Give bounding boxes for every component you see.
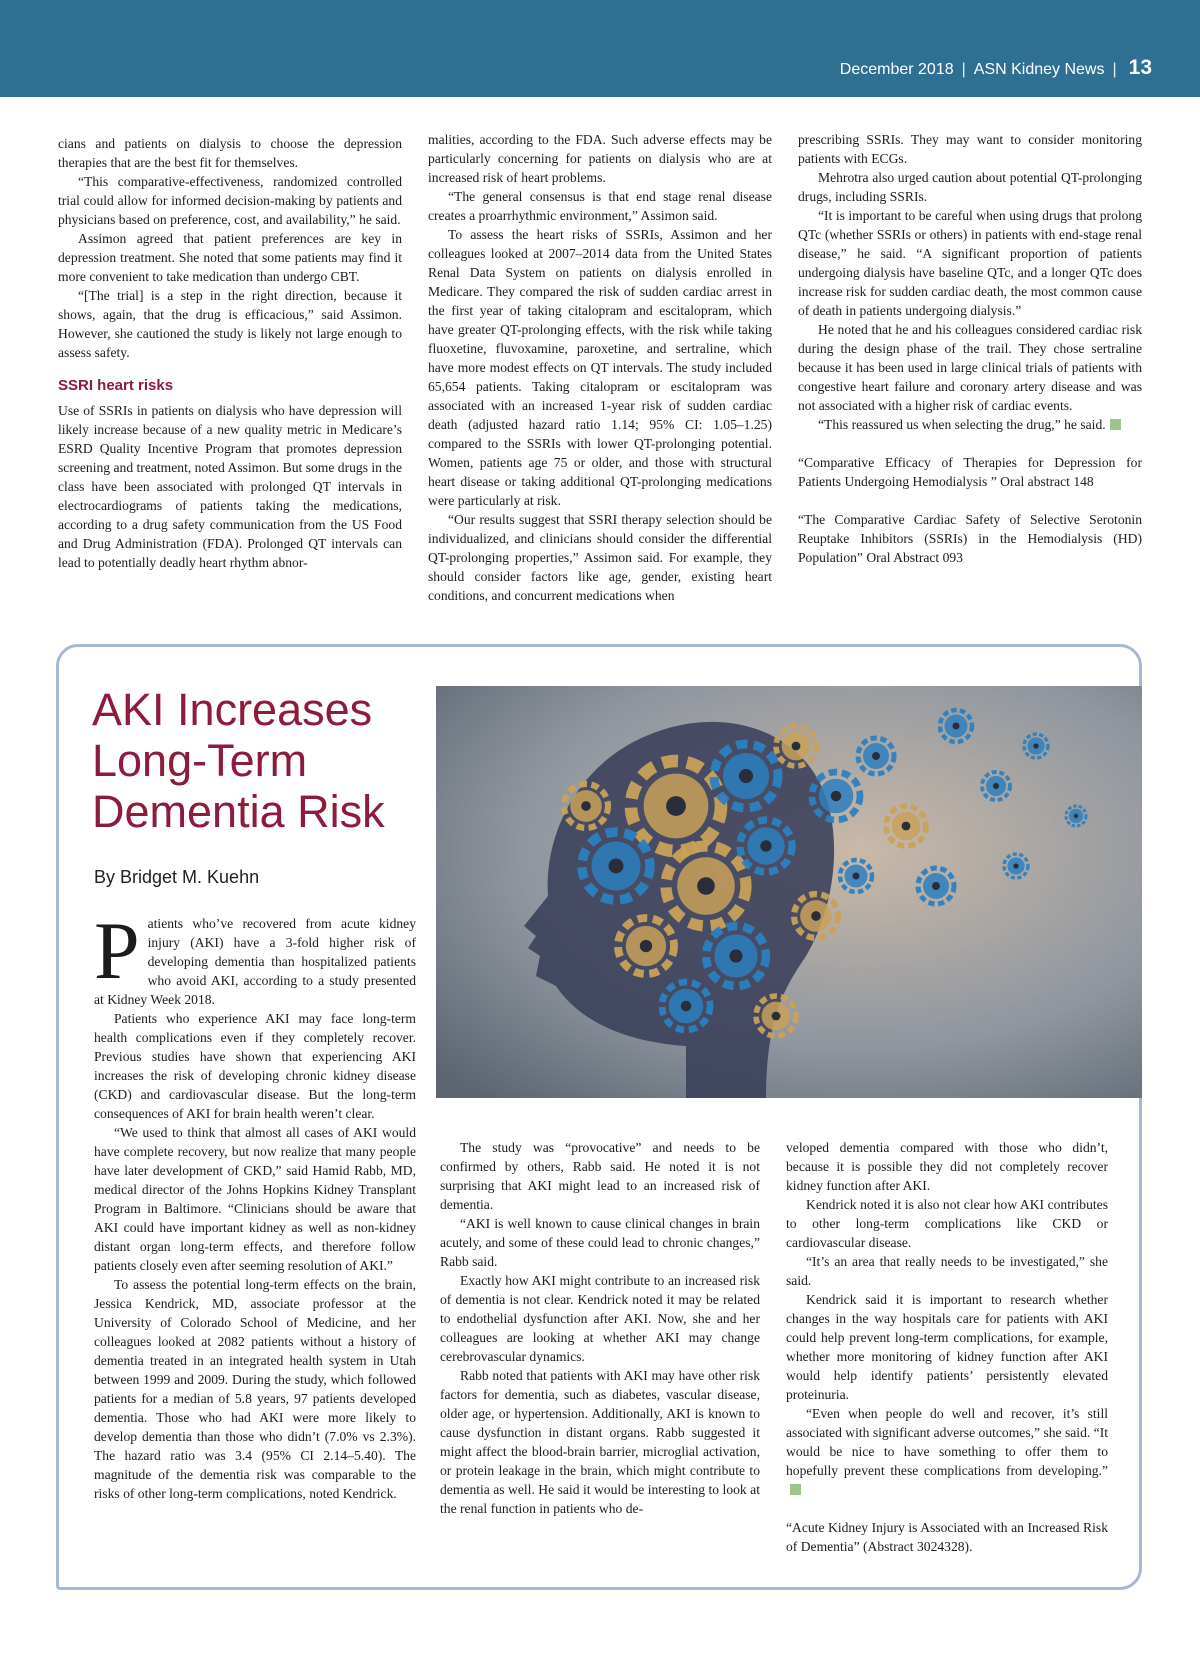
paragraph bbox=[440, 1214, 760, 1271]
gear-hub bbox=[993, 783, 999, 789]
paragraph-text: “AKI is well known to cause clinical changes in brain acutely, and some of these could lead to chronic changes,” Rabb said. bbox=[440, 1216, 760, 1269]
paragraph bbox=[798, 320, 1142, 415]
paragraph bbox=[58, 134, 402, 172]
paragraph-text: To assess the potential long-term effects on the brain, Jessica Kendrick, MD, associate professor at the University of Colorado School of Medicine, and her colleagues looked at 2082 patients without a history of dementia treated in an integrated health system in Utah between 1999 and 2009. During the study, which followed patients for a median of 5.8 years, 97 patients developed dementia. Those who had AKI were more likely to develop dementia than those who didn’t (7.0% vs 2.3%). The hazard ratio was 3.4 (95% CI 2.14–5.40). The magnitude of the dementia risk was comparable to the risks of other long-term complications, noted Kendrick. bbox=[94, 1277, 416, 1501]
paragraph-text: “Even when people do well and recover, it’s still associated with significant adverse outcomes,” she said. “It would be nice to have something to offer them to hopefully prevent these complications from developing.” bbox=[786, 1406, 1108, 1478]
paragraph bbox=[58, 286, 402, 362]
reference-abstract-093: “The Comparative Cardiac Safety of Selective Serotonin Reuptake Inhibitors (SSRIs) in the Hemodialysis (HD) Population” Oral Abstract 093 bbox=[798, 512, 1142, 565]
paragraph bbox=[786, 1290, 1108, 1404]
gear-hub bbox=[772, 1012, 781, 1021]
paragraph-text: He noted that he and his colleagues considered cardiac risk during the design phase of the trail. They chose sertraline because it has been used in large clinical trials of patients with congestive heart failure and coronary artery disease and was not associated with a higher risk of cardiac events. bbox=[798, 322, 1142, 413]
paragraph bbox=[428, 130, 772, 187]
paragraph bbox=[798, 415, 1142, 434]
paragraph bbox=[94, 1123, 416, 1275]
paragraph-text: Exactly how AKI might contribute to an increased risk of dementia is not clear. Kendrick noted it may be related to endothelial dysfunction after AKI. Now, she and her colleagues are looking at whether AKI may change cerebrovascular dynamics. bbox=[440, 1273, 760, 1364]
paragraph bbox=[786, 1252, 1108, 1290]
folio-separator: | bbox=[961, 61, 966, 78]
publication-name: ASN Kidney News bbox=[973, 61, 1105, 78]
gear-hub bbox=[640, 940, 652, 952]
paragraph-text: Kendrick noted it is also not clear how AKI contributes to other long-term complications like CKD or cardiovascular disease. bbox=[786, 1197, 1108, 1250]
article-column-3 bbox=[786, 1138, 1108, 1556]
paragraph bbox=[440, 1366, 760, 1518]
subhead-ssri-heart-risks: SSRI heart risks bbox=[58, 377, 174, 394]
gear-hub bbox=[1013, 863, 1018, 868]
page-header-banner bbox=[0, 0, 1200, 97]
byline: By Bridget M. Kuehn bbox=[94, 867, 260, 887]
paragraph-text: The study was “provocative” and needs to be confirmed by others, Rabb said. He noted it is not surprising that AKI might lead to an increased risk of dementia. bbox=[440, 1140, 760, 1212]
paragraph bbox=[798, 168, 1142, 206]
lead-text: atients who’ve recovered from acute kidney injury (AKI) have a 3-fold higher risk of developing dementia than hospitalized patients who avoid AKI, according to a study presented at Kidney Week 2018. bbox=[94, 916, 416, 1007]
gear-hub bbox=[811, 911, 821, 921]
gear-hub bbox=[852, 872, 859, 879]
top-column-3 bbox=[798, 130, 1142, 567]
gear-hub bbox=[902, 822, 911, 831]
paragraph-text: To assess the heart risks of SSRIs, Assimon and her colleagues looked at 2007–2014 data from the United States Renal Data System on patients on dialysis enrolled in Medicare. They compared the risk of sudden cardiac arrest in the first year of taking citalopram and escitalopram, which have greater QT-prolonging effects, with the risk while taking fluoxetine, fluvoxamine, paroxetine, and sertraline, which have more modest effects on QT intervals. The study included 65,654 patients. Taking citalopram or escitalopram was associated with an increased 1-year risk of sudden cardiac death (adjusted hazard ratio 1.14; 95% CI: 1.05–1.25) compared to the SSRIs with lower QT-prolonging potential. Women, patients age 75 or older, and those with structural heart disease or taking additional QT-prolonging medications were particularly at risk. bbox=[428, 227, 772, 508]
folio bbox=[840, 56, 1152, 80]
paragraph bbox=[428, 225, 772, 510]
paragraph bbox=[786, 1404, 1108, 1499]
end-of-article-mark bbox=[1110, 419, 1121, 430]
folio-separator-2: | bbox=[1112, 61, 1117, 78]
top-column-1-paragraphs bbox=[58, 134, 402, 362]
gear-hub bbox=[581, 801, 591, 811]
gear-hub bbox=[952, 722, 959, 729]
paragraph-text: “This comparative-effectiveness, randomized controlled trial could allow for informed decision-making by patients and physicians based on preference, cost, and availability,” he said. bbox=[58, 174, 402, 227]
paragraph bbox=[94, 1275, 416, 1503]
reference-abstract-3024328: “Acute Kidney Injury is Associated with an Increased Risk of Dementia” (Abstract 3024328). bbox=[786, 1520, 1108, 1554]
paragraph bbox=[58, 229, 402, 286]
top-column-1 bbox=[58, 134, 402, 572]
paragraph bbox=[798, 206, 1142, 320]
top-column-2-paragraphs bbox=[428, 130, 772, 605]
page-number: 13 bbox=[1128, 56, 1152, 79]
paragraph-text: Assimon agreed that patient preferences are key in depression treatment. She noted that some patients may find it more convenient to take medication than undergo CBT. bbox=[58, 231, 402, 284]
paragraph-text: “It’s an area that really needs to be investigated,” she said. bbox=[786, 1254, 1108, 1288]
paragraph-text: Mehrotra also urged caution about potential QT-prolonging drugs, including SSRIs. bbox=[798, 170, 1142, 204]
article-column-2 bbox=[440, 1138, 760, 1518]
paragraph-text: veloped dementia compared with those who didn’t, because it is possible they did not completely recover kidney function after AKI. bbox=[786, 1140, 1108, 1193]
paragraph bbox=[440, 1271, 760, 1366]
paragraph-text: “It is important to be careful when using drugs that prolong QTc (whether SSRIs or others) in patients with end-stage renal disease,” he said. “A significant proportion of patients undergoing dialysis have baseline QTc, and a longer QTc does increase risk for sudden cardiac death, the most common cause of death in patients undergoing dialysis.” bbox=[798, 208, 1142, 318]
article-title: AKI Increases Long-Term Dementia Risk bbox=[92, 684, 385, 837]
brain-gears-illustration bbox=[436, 686, 1142, 1098]
gear-hub bbox=[681, 1001, 692, 1012]
gear-hub bbox=[1033, 743, 1038, 748]
gear-hub bbox=[1074, 814, 1078, 818]
paragraph bbox=[428, 187, 772, 225]
paragraph bbox=[428, 510, 772, 605]
paragraph-text: “[The trial] is a step in the right direction, because it shows, again, that the drug is efficacious,” said Assimon. However, she cautioned the study is likely not large enough to assess safety. bbox=[58, 288, 402, 360]
paragraph bbox=[798, 130, 1142, 168]
gear-hub bbox=[739, 769, 753, 783]
issue-date: December 2018 bbox=[839, 61, 954, 78]
paragraph: Use of SSRIs in patients on dialysis who have depression will likely increase because of a new quality metric in Medicare’s ESRD Quality Incentive Program that promotes depression screening and treatment, noted Assimon. But some drugs in the class have been associated with prolonged QT intervals in electrocardiograms of patients taking the medications, according to a drug safety communication from the US Food and Drug Administration (FDA). Prolonged QT intervals can lead to potentially deadly heart rhythm abnor- bbox=[58, 403, 402, 570]
end-of-article-mark bbox=[790, 1484, 801, 1495]
gear-hub bbox=[932, 882, 940, 890]
paragraph bbox=[58, 172, 402, 229]
paragraph-text: malities, according to the FDA. Such adverse effects may be particularly concerning for patients on dialysis who are at increased risk of heart problems. bbox=[428, 132, 772, 185]
gear-hub bbox=[609, 859, 624, 874]
paragraph-text: Patients who experience AKI may face long-term health complications even if they completely recover. Previous studies have shown that experiencing AKI increases the risk of developing chronic kidney disease (CKD) and cardiovascular disease. But the long-term consequences of AKI for brain health weren’t clear. bbox=[94, 1011, 416, 1121]
paragraph-text: prescribing SSRIs. They may want to consider monitoring patients with ECGs. bbox=[798, 132, 1142, 166]
gears-head-image bbox=[436, 686, 1142, 1098]
gear-hub bbox=[760, 840, 771, 851]
gear-hub bbox=[729, 949, 742, 962]
top-column-2 bbox=[428, 130, 772, 605]
gear-hub bbox=[697, 877, 715, 895]
paragraph bbox=[94, 1009, 416, 1123]
drop-cap: P bbox=[94, 905, 140, 996]
article-column-2-paragraphs bbox=[440, 1138, 760, 1518]
paragraph bbox=[786, 1138, 1108, 1195]
article-column-3-paragraphs bbox=[786, 1138, 1108, 1499]
paragraph-text: Kendrick said it is important to research whether changes in the way hospitals care for patients with AKI could help prevent long-term complications, for example, whether more monitoring of kidney function after AKI would help identify patients’ persistently elevated proteinuria. bbox=[786, 1292, 1108, 1402]
paragraph bbox=[786, 1195, 1108, 1252]
gear-hub bbox=[831, 791, 842, 802]
gear-hub bbox=[666, 796, 686, 816]
paragraph-text: cians and patients on dialysis to choose the depression therapies that are the best fit for themselves. bbox=[58, 136, 402, 170]
paragraph-text: Rabb noted that patients with AKI may have other risk factors for dementia, such as diabetes, vascular disease, older age, or hypertension. Additionally, AKI is known to cause dysfunction in distant organs. Rabb suggested it might affect the blood-brain barrier, microglial activation, or protein leakage in the brain, which might contribute to dementia as well. He said it would be interesting to look at the renal function in patients who de- bbox=[440, 1368, 760, 1516]
gear-hub bbox=[792, 742, 801, 751]
paragraph bbox=[440, 1138, 760, 1214]
paragraph-text: “The general consensus is that end stage renal disease creates a proarrhythmic environment,” Assimon said. bbox=[428, 189, 772, 223]
paragraph-text: “Our results suggest that SSRI therapy selection should be individualized, and clinicians should consider the differential QT-prolonging properties,” Assimon said. For example, they should consider factors like age, gender, existing heart conditions, and concurrent medications when bbox=[428, 512, 772, 603]
paragraph-text: “We used to think that almost all cases of AKI would have complete recovery, but now realize that many people have later development of CKD,” said Hamid Rabb, MD, medical director of the Johns Hopkins Kidney Transplant Program in Baltimore. “Clinicians should be aware that AKI could have important kidney as well as non-kidney distant organ long-term effects, and therefore follow patients closely even after seeming resolution of AKI.” bbox=[94, 1125, 416, 1273]
article-column-1-paragraphs bbox=[94, 1009, 416, 1503]
top-column-3-paragraphs bbox=[798, 130, 1142, 434]
gear-hub bbox=[872, 752, 880, 760]
lead-paragraph bbox=[94, 905, 416, 1009]
article-column-1 bbox=[94, 905, 416, 1503]
reference-abstract-148: “Comparative Efficacy of Therapies for Depression for Patients Undergoing Hemodialysis ” Oral abstract 148 bbox=[798, 455, 1142, 489]
paragraph-text: “This reassured us when selecting the drug,” he said. bbox=[818, 417, 1106, 432]
